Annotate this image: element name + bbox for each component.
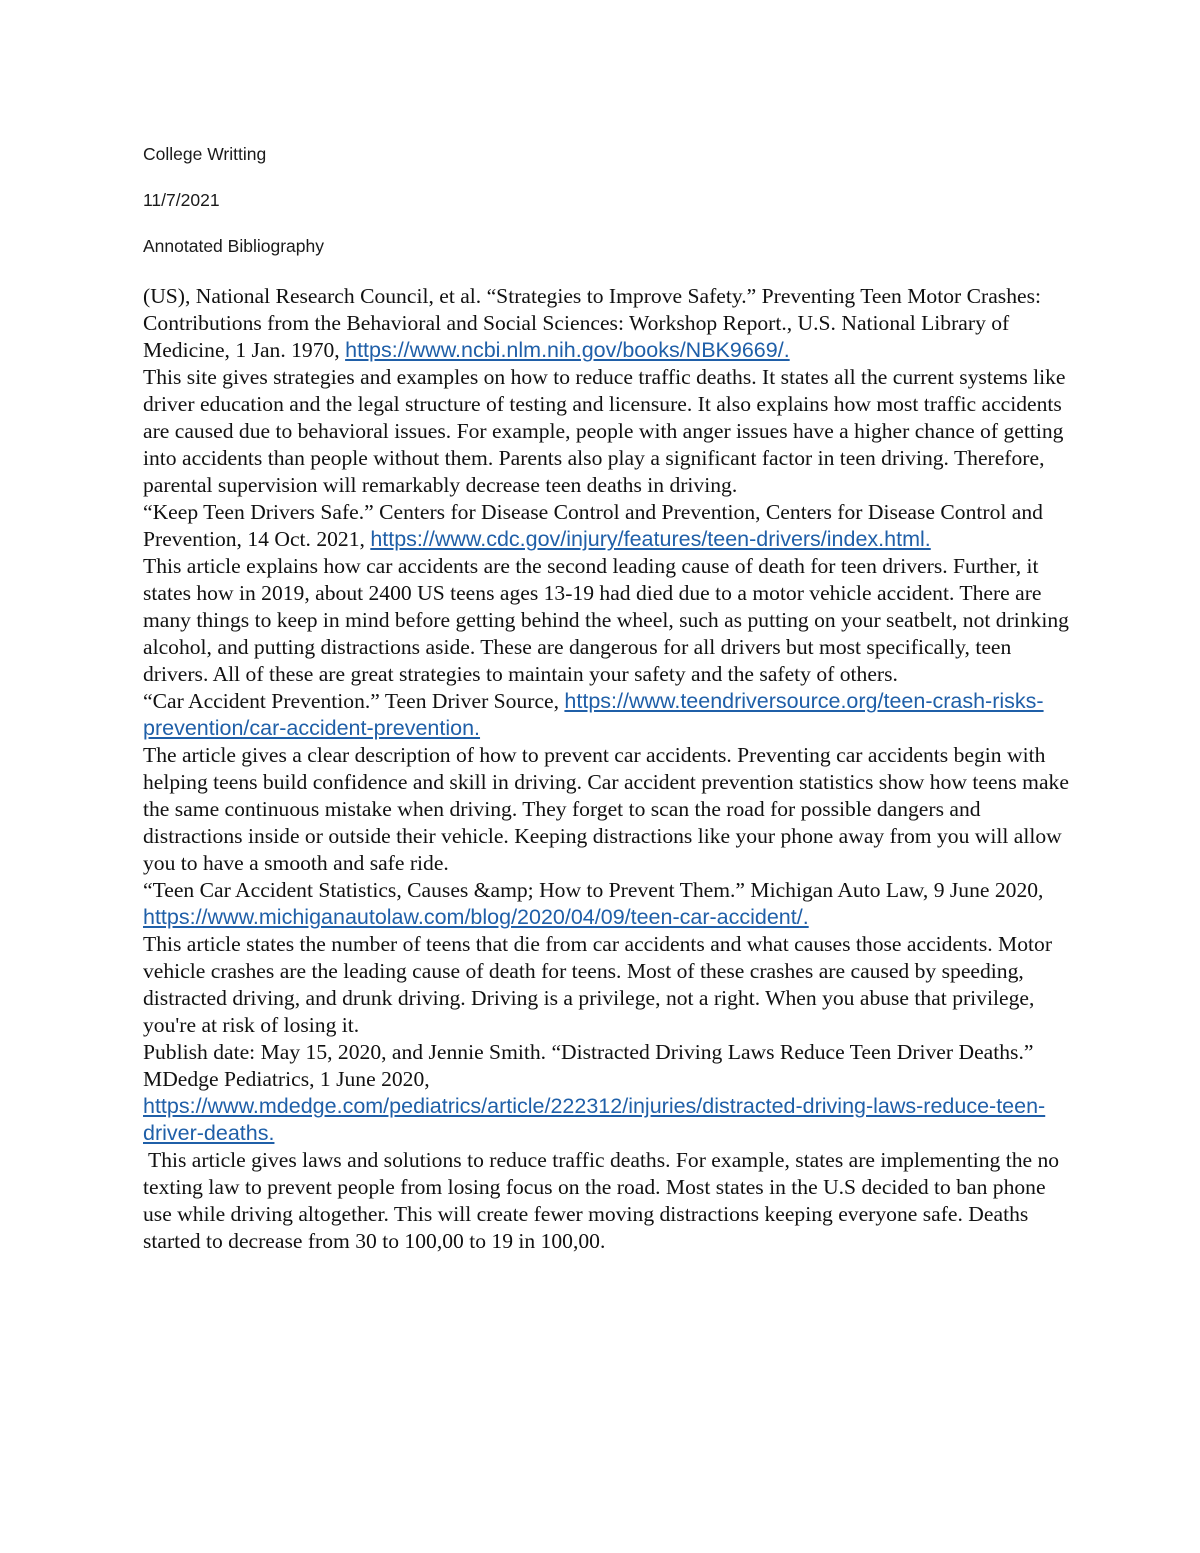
citation-text: (US), National Research Council, et al. “Strategies to Improve Safety.” Preventing Teen Motor Crashes: Contributions from the Behavioral and Social Sciences: Workshop Report., U.S. National Library of Medicine, 1 Jan. 1970, xyxy=(143,284,1041,362)
document-title: Annotated Bibliography xyxy=(143,236,324,256)
citation-link[interactable]: https://www.teendriversource.org/teen-crash-risks-prevention/car-accident-prevention. xyxy=(143,689,1044,740)
annotation-5 xyxy=(143,1147,1078,1255)
annotation-4: This article states the number of teens that die from car accidents and what causes those accidents. Motor vehicle crashes are the leading cause of death for teens. Most of these crashes are caused by speeding, distracted driving, and drunk driving. Driving is a privilege, not a right. When you abuse that privilege, you're at risk of losing it. xyxy=(143,932,1053,1037)
citation-link[interactable]: https://www.ncbi.nlm.nih.gov/books/NBK9669/. xyxy=(345,338,790,362)
citation-link[interactable]: https://www.mdedge.com/pediatrics/article/222312/injuries/distracted-driving-laws-reduce-teen-driver-deaths. xyxy=(143,1094,1046,1145)
annotation-text: This article gives laws and solutions to reduce traffic deaths. For example, states are implementing the no texting law to prevent people from losing focus on the road. Most states in the U.S decided to ban phone use while driving altogether. This will create fewer moving distractions keeping everyone safe. Deaths started to decrease from 30 to 100,00 to 19 in 100,00. xyxy=(143,1148,1060,1253)
document-header xyxy=(143,140,1093,278)
annotation-3: The article gives a clear description of how to prevent car accidents. Preventing car accidents begin with helping teens build confidence and skill in driving. Car accident prevention statistics show how teens make the same continuous mistake when driving. They forget to scan the road for possible dangers and distractions inside or outside their vehicle. Keeping distractions like your phone away from you will allow you to have a smooth and safe ride. xyxy=(143,743,1069,875)
document-date: 11/7/2021 xyxy=(143,190,220,210)
annotation-1: This site gives strategies and examples on how to reduce traffic deaths. It states all the current systems like driver education and the legal structure of testing and licensure. It also explains how most traffic accidents are caused due to behavioral issues. For example, people with anger issues have a higher chance of getting into accidents than people without them. Parents also play a significant factor in teen driving. Therefore, parental supervision will remarkably decrease teen deaths in driving. xyxy=(143,365,1066,497)
citation-1 xyxy=(143,283,1078,364)
citation-3 xyxy=(143,688,1078,742)
bibliography-body xyxy=(143,283,1078,1255)
citation-5 xyxy=(143,1039,1078,1147)
citation-4 xyxy=(143,877,1078,931)
citation-text: Publish date: May 15, 2020, and Jennie Smith. “Distracted Driving Laws Reduce Teen Driver Deaths.” MDedge Pediatrics, 1 June 2020, xyxy=(143,1040,1034,1091)
annotation-2: This article explains how car accidents are the second leading cause of death for teen drivers. Further, it states how in 2019, about 2400 US teens ages 13-19 had died due to a motor vehicle accident. There are many things to keep in mind before getting behind the wheel, such as putting on your seatbelt, not drinking alcohol, and putting distractions aside. These are dangerous for all drivers but most specifically, teen drivers. All of these are great strategies to maintain your safety and the safety of others. xyxy=(143,554,1069,686)
citation-text: “Keep Teen Drivers Safe.” Centers for Disease Control and Prevention, Centers for Disease Control and Prevention, 14 Oct. 2021, xyxy=(143,500,1043,551)
citation-text: “Car Accident Prevention.” Teen Driver Source, xyxy=(143,689,565,713)
citation-text: “Teen Car Accident Statistics, Causes &amp; How to Prevent Them.” Michigan Auto Law, 9 June 2020, xyxy=(143,878,1044,902)
citation-link[interactable]: https://www.michiganautolaw.com/blog/2020/04/09/teen-car-accident/. xyxy=(143,905,809,929)
citation-2 xyxy=(143,499,1078,553)
citation-link[interactable]: https://www.cdc.gov/injury/features/teen-drivers/index.html. xyxy=(370,527,931,551)
course-name: College Writting xyxy=(143,144,267,164)
